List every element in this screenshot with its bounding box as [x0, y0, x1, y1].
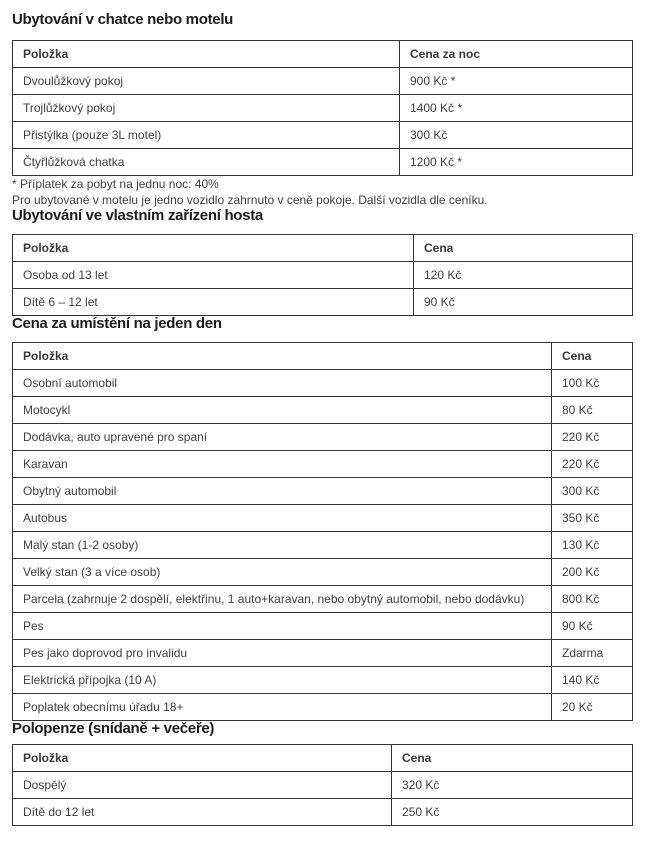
table-half-board-prices: [12, 744, 633, 826]
table-cell: 800 Kč: [552, 586, 633, 613]
table-own-equipment-prices: [12, 234, 633, 316]
table-cell: 200 Kč: [552, 559, 633, 586]
table-cell: Osobní automobil: [13, 370, 552, 397]
table-cell: 140 Kč: [552, 667, 633, 694]
table-row: [13, 289, 633, 316]
table-cell: Obytný automobil: [13, 478, 552, 505]
table-row: [13, 667, 633, 694]
table-cell: 100 Kč: [552, 370, 633, 397]
table-row: [13, 370, 633, 397]
table-row: [13, 505, 633, 532]
table-cell: Velký stan (3 a více osob): [13, 559, 552, 586]
table-row: [13, 694, 633, 721]
table-cell: 350 Kč: [552, 505, 633, 532]
table-cell: 130 Kč: [552, 532, 633, 559]
table-cell: 80 Kč: [552, 397, 633, 424]
table-row: [13, 640, 633, 667]
section-heading-motel: Ubytování v chatce nebo motelu: [12, 11, 234, 28]
column-header-price: Cena: [392, 745, 633, 772]
table-cell: 20 Kč: [552, 694, 633, 721]
table-cell: 250 Kč: [392, 799, 633, 826]
table-row: [13, 559, 633, 586]
table-header-row: [13, 41, 633, 68]
table-cell: 220 Kč: [552, 451, 633, 478]
table-cell: Dítě do 12 let: [13, 799, 392, 826]
table-cell: 90 Kč: [414, 289, 633, 316]
table-header-row: [13, 745, 633, 772]
table-cell: Pes: [13, 613, 552, 640]
column-header-item: Položka: [13, 41, 400, 68]
note-vehicle-included: Pro ubytované v motelu je jedno vozidlo zahrnuto v ceně pokoje. Další vozidla dle ceníku.: [12, 193, 488, 207]
table-cell: 1200 Kč *: [400, 149, 633, 176]
table-cell: 300 Kč: [552, 478, 633, 505]
table-cell: Karavan: [13, 451, 552, 478]
table-cell: Trojlůžkový pokoj: [13, 95, 400, 122]
table-row: [13, 772, 633, 799]
table-cell: Elektrická přípojka (10 A): [13, 667, 552, 694]
table-cell: 320 Kč: [392, 772, 633, 799]
column-header-item: Položka: [13, 343, 552, 370]
table-row: [13, 586, 633, 613]
table-cell: Parcela (zahrnuje 2 dospělí, elektřinu, 1 auto+karavan, nebo obytný automobil, nebo dodávku): [13, 586, 552, 613]
table-row: [13, 799, 633, 826]
table-row: [13, 451, 633, 478]
table-cell: 900 Kč *: [400, 68, 633, 95]
table-cell: 90 Kč: [552, 613, 633, 640]
table-header-row: [13, 343, 633, 370]
table-row: [13, 122, 633, 149]
table-cell: Čtyřlůžková chatka: [13, 149, 400, 176]
table-cell: Poplatek obecnímu úřadu 18+: [13, 694, 552, 721]
table-row: [13, 532, 633, 559]
table-row: [13, 397, 633, 424]
table-cell: Autobus: [13, 505, 552, 532]
table-cell: 300 Kč: [400, 122, 633, 149]
section-heading-placement-per-day: Cena za umístění na jeden den: [12, 315, 222, 332]
table-cell: 1400 Kč *: [400, 95, 633, 122]
table-row: [13, 262, 633, 289]
table-cell: 220 Kč: [552, 424, 633, 451]
table-row: [13, 478, 633, 505]
column-header-price: Cena: [414, 235, 633, 262]
table-cell: Motocykl: [13, 397, 552, 424]
column-header-item: Položka: [13, 235, 414, 262]
column-header-price: Cena: [552, 343, 633, 370]
table-cell: Osoba od 13 let: [13, 262, 414, 289]
table-row: [13, 613, 633, 640]
table-cell: Malý stan (1-2 osoby): [13, 532, 552, 559]
section-heading-own-equipment: Ubytování ve vlastním zařízení hosta: [12, 207, 263, 224]
table-row: [13, 424, 633, 451]
table-motel-prices: [12, 40, 633, 176]
table-cell: 120 Kč: [414, 262, 633, 289]
table-cell: Zdarma: [552, 640, 633, 667]
table-cell: Dvoulůžkový pokoj: [13, 68, 400, 95]
table-row: [13, 95, 633, 122]
column-header-item: Položka: [13, 745, 392, 772]
table-cell: Dospělý: [13, 772, 392, 799]
table-placement-prices: [12, 342, 633, 721]
footnote-surcharge: * Příplatek za pobyt na jednu noc: 40%: [12, 177, 219, 191]
table-row: [13, 149, 633, 176]
table-row: [13, 68, 633, 95]
table-cell: Přistýlka (pouze 3L motel): [13, 122, 400, 149]
table-cell: Pes jako doprovod pro invalidu: [13, 640, 552, 667]
table-header-row: [13, 235, 633, 262]
section-heading-half-board: Polopenze (snídaně + večeře): [12, 720, 215, 737]
table-cell: Dodávka, auto upravené pro spaní: [13, 424, 552, 451]
table-cell: Dítě 6 – 12 let: [13, 289, 414, 316]
column-header-price-per-night: Cena za noc: [400, 41, 633, 68]
